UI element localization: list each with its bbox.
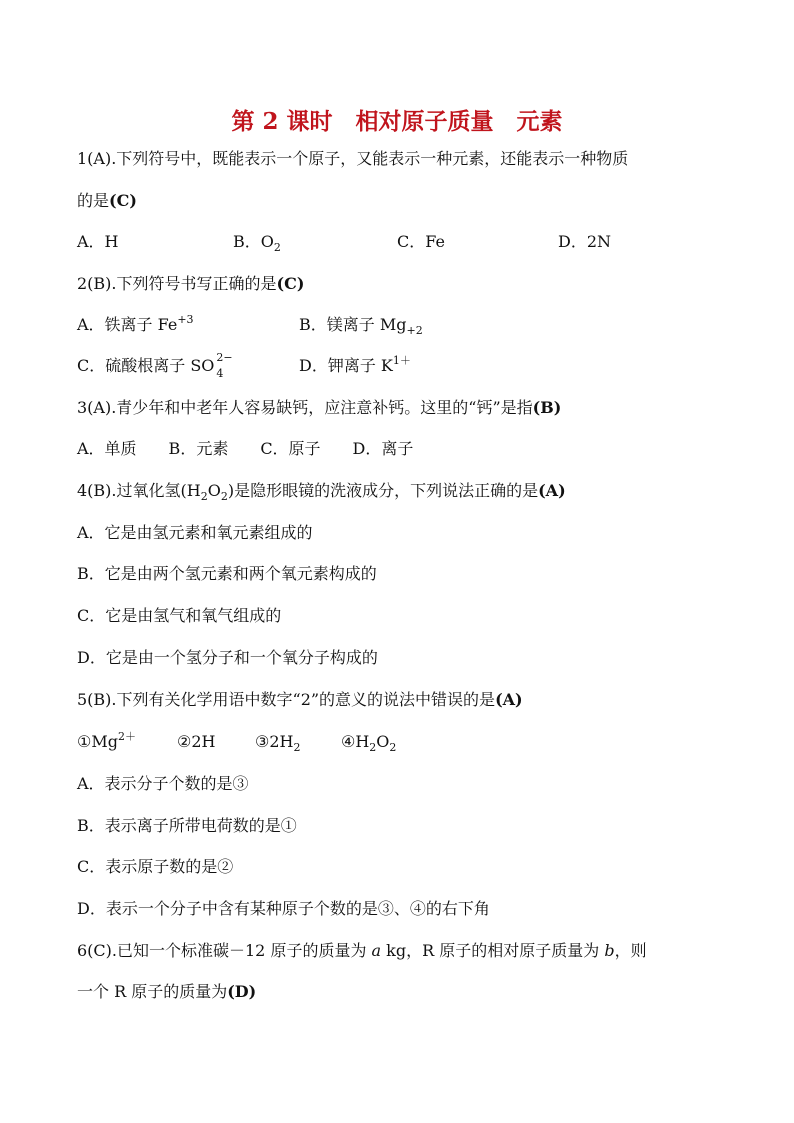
- q5-answer: (A): [495, 690, 523, 709]
- q2-option-c-ion-charge: [214, 351, 233, 380]
- q1-stem-line1: 1(A).下列符号中，既能表示一个原子，又能表示一种元素，还能表示一种物质: [77, 149, 629, 168]
- q6-stem-pre: 6(C).已知一个标准碳－12 原子的质量为: [77, 941, 372, 960]
- q5-option-d: D．表示一个分子中含有某种原子个数的是③、④的右下角: [77, 899, 490, 918]
- q2-option-c: [77, 351, 233, 380]
- q2-option-c-sub: 4: [216, 367, 224, 380]
- q2-option-d-sup: 1＋: [392, 354, 411, 367]
- q4-stem-pre: 4(B).过氧化氢(H: [77, 481, 201, 500]
- q5-item-3: [255, 731, 300, 755]
- q6-stem-line2: [77, 981, 256, 1003]
- q5-item-1: [77, 731, 136, 755]
- q4-option-b: B．它是由两个氢元素和两个氧元素构成的: [77, 564, 377, 583]
- q5-option-b: B．表示离子所带电荷数的是①: [77, 816, 297, 835]
- q1-option-b-sub: 2: [273, 241, 281, 254]
- q2-answer: (C): [276, 274, 305, 293]
- q4-sub-1: 2: [200, 490, 208, 503]
- q2-option-a: [77, 314, 194, 338]
- q1-options: [77, 231, 717, 253]
- q5-item-2: ②2H: [177, 732, 216, 751]
- q2-option-b: [299, 314, 423, 338]
- q5-stem-text: 5(B).下列有关化学用语中数字“2”的意义的说法中错误的是: [77, 690, 496, 709]
- q5-item-3-text: ③2H: [255, 732, 294, 751]
- q5-item-4-mid: O: [376, 732, 390, 751]
- q6-stem-line1: [77, 940, 647, 962]
- q5-items: [77, 731, 477, 753]
- q2-options-row1: [77, 314, 677, 336]
- q2-stem-text: 2(B).下列符号书写正确的是: [77, 274, 277, 293]
- q1-stem-line2: [77, 190, 137, 212]
- q4-stem-mid: O: [207, 481, 221, 500]
- q4-option-a: A．它是由氢元素和氧元素组成的: [77, 523, 313, 542]
- q1-option-b: [233, 231, 281, 255]
- q3-stem: [77, 397, 561, 419]
- q2-option-d: [299, 355, 411, 379]
- q2-options-row2: [77, 351, 677, 380]
- q2-stem: [77, 273, 304, 295]
- q6-stem-post: ，则: [614, 941, 647, 960]
- q1-stem-text: 的是: [77, 191, 110, 210]
- q2-option-c-text: C．硫酸根离子 SO: [77, 356, 215, 375]
- q3-answer: (B): [532, 398, 562, 417]
- q1-option-a: A．H: [77, 232, 119, 251]
- q4-stem-post: )是隐形眼镜的洗液成分，下列说法正确的是: [227, 481, 539, 500]
- q6-answer: (D): [227, 982, 257, 1001]
- q4-option-d: D．它是由一个氢分子和一个氧分子构成的: [77, 648, 378, 667]
- q3-stem-text: 3(A).青少年和中老年人容易缺钙，应注意补钙。这里的“钙”是指: [77, 398, 533, 417]
- q5-option-c: C．表示原子数的是②: [77, 857, 234, 876]
- q5-option-a: A．表示分子个数的是③: [77, 774, 249, 793]
- q4-stem: [77, 480, 566, 504]
- q1-option-b-text: B．O: [233, 232, 274, 251]
- q5-item-4-sub-1: 2: [369, 741, 377, 754]
- q1-option-c: C．Fe: [397, 232, 445, 251]
- q5-item-4: [341, 731, 396, 755]
- q2-option-a-text: A．铁离子 Fe: [77, 315, 178, 334]
- q1-answer: (C): [109, 191, 137, 210]
- q5-item-4-sub-2: 2: [389, 741, 397, 754]
- q6-stem-text: 一个 R 原子的质量为: [77, 982, 228, 1001]
- q5-stem: [77, 689, 523, 711]
- q4-answer: (A): [538, 481, 566, 500]
- q2-option-c-sup: 2−: [216, 351, 233, 364]
- q2-option-b-text: B．镁离子 Mg: [299, 315, 407, 334]
- page-title: 第 2 课时 相对原子质量 元素: [231, 108, 563, 135]
- q1-option-d: D．2N: [558, 232, 612, 251]
- q6-var-b: b: [604, 941, 615, 960]
- q5-item-3-sub: 2: [293, 741, 301, 754]
- q5-item-1-sup: 2＋: [117, 730, 136, 743]
- q4-sub-2: 2: [220, 490, 228, 503]
- q6-var-a: a: [371, 941, 382, 960]
- q6-stem-mid: kg，R 原子的相对原子质量为: [381, 941, 605, 960]
- q5-item-4-text: ④H: [341, 732, 370, 751]
- q4-option-c: C．它是由氢气和氧气组成的: [77, 606, 282, 625]
- q2-option-d-text: D．钾离子 K: [299, 356, 393, 375]
- q2-option-b-sub: +2: [406, 324, 423, 337]
- q5-item-1-text: ①Mg: [77, 732, 118, 751]
- q3-options: A．单质 B．元素 C．原子 D．离子: [77, 439, 414, 458]
- q2-option-a-sup: +3: [177, 313, 194, 326]
